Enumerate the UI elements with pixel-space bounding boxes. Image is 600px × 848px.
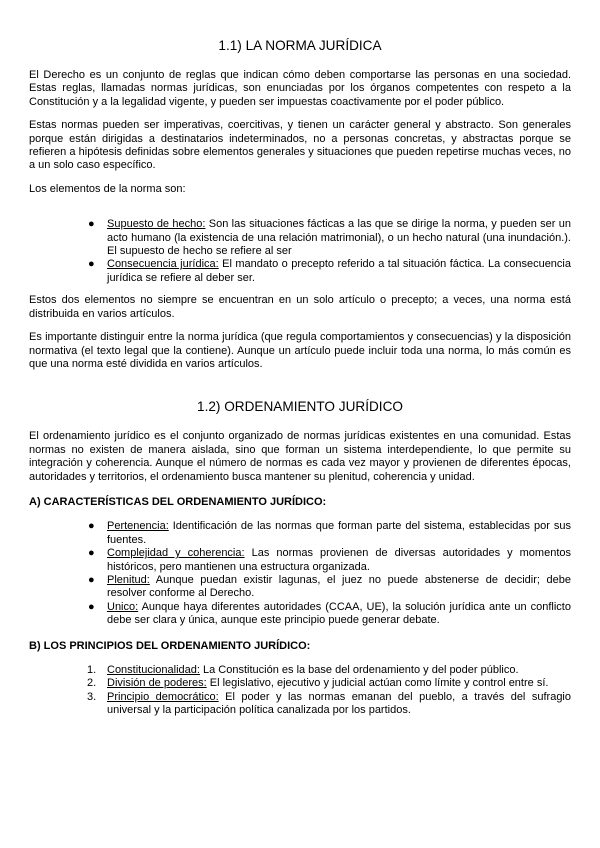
term: Principio democrático: [107,690,219,703]
item-number: 2. [87,677,97,690]
term: Consecuencia jurídica: [107,258,219,271]
paragraph: Los elementos de la norma son: [29,182,186,195]
paragraph: El Derecho es un conjunto de reglas que indican cómo deben comportarse las personas en una sociedad. Estas reglas, llamadas normas jurídicas, son enunciadas por los órganos competentes con respeto a la Constitución y a la legalidad vigente, y pueden ser impuestas coactivamente por el poder público. [29,69,571,108]
bullet-icon: ● [88,600,95,613]
section-title-ordenamiento: 1.2) ORDENAMIENTO JURÍDICO [197,399,403,415]
bullet-icon: ● [88,520,95,533]
bullet-icon: ● [88,218,95,231]
paragraph: Estos dos elementos no siempre se encuentran en un solo artículo o precepto; a veces, una norma está distribuida en varios artículos. [29,294,571,320]
term: División de poderes: [107,677,207,690]
list-item [88,520,571,547]
item-text: Aunque haya diferentes autoridades (CCAA, UE), la solución jurídica ante un conflicto debe ser clara y única, aunque este principio puede generar debate. [107,600,571,627]
list-item [87,690,571,718]
list-item [87,664,571,677]
heading-caracteristicas: A) CARACTERÍSTICAS DEL ORDENAMIENTO JURÍDICO: [29,495,327,508]
item-text: Las normas provienen de diversas autoridades y momentos históricos, pero mantienen una estructura organizada. [107,547,571,573]
paragraph: Es importante distinguir entre la norma jurídica (que regula comportamientos y consecuencias) y la disposición normativa (el texto legal que la contiene). Aunque un artículo puede incluir toda una norma, lo más común es que una norma esté dividida en varios artículos. [29,331,571,370]
bullet-icon: ● [88,547,95,560]
bullet-icon: ● [88,573,95,586]
section-title-norma: 1.1) LA NORMA JURÍDICA [218,38,382,53]
principles-list [29,664,571,718]
item-text: El legislativo, ejecutivo y judicial actúan como límite y control entre sí. [206,677,549,690]
item-text: Son las situaciones fácticas a las que se dirige la norma, y pueden ser un acto humano (la existencia de una relación matrimonial), o un hecho natural (una inundación.). El supuesto de hecho se refiere al ser [107,218,571,258]
item-number: 3. [87,690,97,703]
item-number: 1. [87,664,97,676]
list-item [88,573,571,601]
term: Unico: [107,600,139,613]
paragraph: El ordenamiento jurídico es el conjunto organizado de normas jurídicas existentes en una comunidad. Estas normas no existen de manera aislada, sino que forman un sistema interdependiente, lo que permite su integración y coherencia. Aunque el número de normas es cada vez mayor y provienen de diferentes épocas, autoridades y territorios, el ordenamiento busca mantener su plenitud, coherencia y unidad. [29,430,571,483]
elements-list [29,218,571,285]
list-item [88,258,571,285]
term: Constitucionalidad: [107,664,200,676]
heading-principios: B) LOS PRINCIPIOS DEL ORDENAMIENTO JURÍDICO: [29,639,311,652]
item-text: La Constitución es la base del ordenamiento y del poder público. [199,664,519,676]
list-item [88,218,571,258]
bullet-icon: ● [88,258,95,271]
item-text: El poder y las normas emanan del pueblo, a través del sufragio universal y la participación política canalizada por los partidos. [107,690,571,717]
characteristics-list [29,520,571,627]
list-item [87,677,571,690]
item-text: El mandato o precepto referido a tal situación fáctica. La consecuencia jurídica se refiere al deber ser. [107,258,571,284]
term: Complejidad y coherencia: [107,547,245,560]
item-text: Aunque puedan existir lagunas, el juez no puede abstenerse de decidir; debe resolver conforme al Derecho. [107,573,571,600]
item-text: Identificación de las normas que forman parte del sistema, establecidas por sus fuentes. [107,520,571,546]
paragraph: Estas normas pueden ser imperativas, coercitivas, y tienen un carácter general y abstracto. Son generales porque están dirigidas a destinatarios indeterminados, no a personas concretas, y abstractas porque se refieren a hipótesis definidas sobre elementos generales y situaciones que pueden repetirse muchas veces, no a un solo caso específico. [29,119,571,172]
term: Supuesto de hecho: [107,218,206,231]
term: Plenitud: [107,573,150,586]
list-item [88,600,571,628]
term: Pertenencia: [107,520,169,533]
list-item [88,547,571,574]
